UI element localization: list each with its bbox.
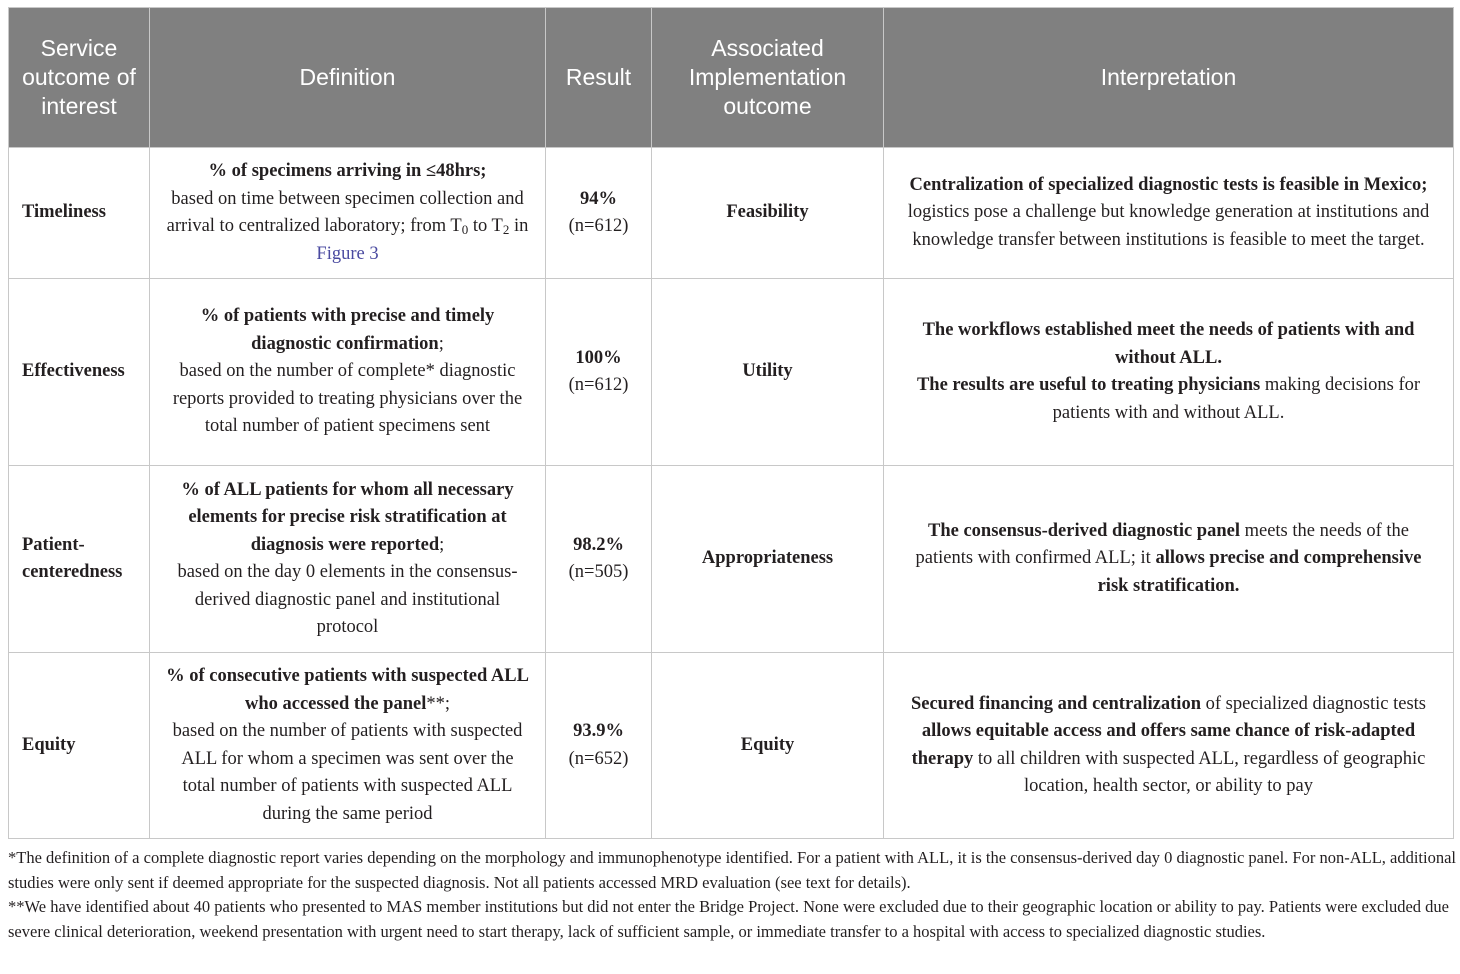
time-start-label: $T_0$ bbox=[450, 216, 469, 237]
interpretation-cell: Centralization of specialized diagnostic tests is feasible in Mexico; logistics pose a challenge but knowledge generation at institutions and knowledge transfer between institutions is feasible to meet the target. bbox=[884, 148, 1454, 279]
table-row bbox=[9, 653, 1454, 839]
definition-metric: % of patients with precise and timely diagnostic confirmation bbox=[200, 306, 495, 354]
result-n: (n=612) bbox=[568, 375, 629, 395]
outcome-cell: Effectiveness bbox=[9, 279, 150, 466]
definition-cell: % of patients with precise and timely diagnostic confirmation; based on the number of complete* diagnostic reports provided to treating physicians over the total number of patient specimens sent bbox=[150, 279, 546, 466]
implementation-cell: Feasibility bbox=[652, 148, 884, 279]
figure-3-link[interactable]: Figure 3 bbox=[316, 243, 379, 264]
header-service-outcome: Service outcome of interest bbox=[9, 8, 150, 148]
outcomes-table-container bbox=[8, 7, 1453, 839]
service-outcomes-table bbox=[8, 7, 1454, 839]
table-row bbox=[9, 466, 1454, 653]
result-n: (n=652) bbox=[568, 748, 629, 769]
result-cell bbox=[546, 653, 652, 839]
definition-metric: % of consecutive patients with suspected ALL who accessed the panel bbox=[166, 666, 529, 714]
table-row bbox=[9, 148, 1454, 279]
table-header-row bbox=[9, 8, 1454, 148]
outcome-cell: Patient-centeredness bbox=[9, 466, 150, 653]
interpretation-cell: The workflows established meet the needs of patients with and without ALL. The results are useful to treating physicians making decisions for patients with and without ALL. bbox=[884, 279, 1454, 466]
result-n: (n=505) bbox=[568, 562, 629, 582]
footnote-complete-report: *The definition of a complete diagnostic report varies depending on the morphology and immunophenotype identified. For a patient with ALL, it is the consensus-derived day 0 diagnostic panel. For non-ALL, additional studies were only sent if deemed appropriate for the suspected diagnosis. Not all patients accessed MRD evaluation (see text for details). bbox=[8, 848, 1457, 892]
definition-metric: % of ALL patients for whom all necessary elements for precise risk stratification at diagnosis were reported bbox=[181, 479, 514, 555]
interpretation-cell: Secured financing and centralization of specialized diagnostic tests allows equitable access and offers same chance of risk-adapted therapy to all children with suspected ALL, regardless of geographic location, health sector, or ability to pay bbox=[884, 653, 1454, 839]
definition-basis: based on the number of patients with suspected ALL for whom a specimen was sent over the total number of patients with suspected ALL during the same period bbox=[172, 721, 523, 824]
time-end-label: $T_2$ bbox=[491, 216, 510, 237]
definition-basis: based on the day 0 elements in the consensus-derived diagnostic panel and institutional protocol bbox=[177, 562, 518, 637]
result-n: (n=612) bbox=[568, 216, 629, 236]
interpretation-cell: The consensus-derived diagnostic panel meets the needs of the patients with confirmed ALL; it allows precise and comprehensive risk stratification. bbox=[884, 466, 1454, 653]
definition-metric: % of specimens arriving in ≤48hrs; bbox=[208, 161, 487, 181]
header-implementation-outcome: Associated Implementation outcome bbox=[652, 8, 884, 148]
table-row bbox=[9, 279, 1454, 466]
result-cell bbox=[546, 466, 652, 653]
result-cell bbox=[546, 148, 652, 279]
header-definition: Definition bbox=[150, 8, 546, 148]
result-percent: 100% bbox=[575, 347, 622, 368]
header-result: Result bbox=[546, 8, 652, 148]
table-footnotes bbox=[8, 846, 1456, 944]
implementation-cell: Appropriateness bbox=[652, 466, 884, 653]
header-interpretation: Interpretation bbox=[884, 8, 1454, 148]
definition-cell: % of specimens arriving in ≤48hrs; based on time between specimen collection and arrival to centralized laboratory; from $T_0$ to $T_2$ in Figure 3 bbox=[150, 148, 546, 279]
outcome-cell: Timeliness bbox=[9, 148, 150, 279]
implementation-cell: Equity bbox=[652, 653, 884, 839]
definition-basis: based on the number of complete* diagnostic reports provided to treating physicians over the total number of patient specimens sent bbox=[172, 361, 523, 437]
result-percent: 93.9% bbox=[573, 721, 624, 741]
result-cell bbox=[546, 279, 652, 466]
definition-basis: based on time between specimen collection and arrival to centralized laboratory; from bbox=[166, 188, 524, 236]
result-percent: 98.2% bbox=[573, 534, 624, 555]
footnote-excluded-patients: **We have identified about 40 patients who presented to MAS member institutions but did not enter the Bridge Project. None were excluded due to their geographic location or ability to pay. Patients were excluded due severe clinical deterioration, weekend presentation with urgent need to start therapy, lack of sufficient sample, or immediate transfer to a hospital with access to specialized diagnostic studies. bbox=[8, 897, 1449, 941]
outcome-cell: Equity bbox=[9, 653, 150, 839]
implementation-cell: Utility bbox=[652, 279, 884, 466]
result-percent: 94% bbox=[580, 188, 617, 209]
definition-cell: % of consecutive patients with suspected ALL who accessed the panel**; based on the number of patients with suspected ALL for whom a specimen was sent over the total number of patients with suspected ALL during the same period bbox=[150, 653, 546, 839]
definition-cell: % of ALL patients for whom all necessary elements for precise risk stratification at diagnosis were reported; based on the day 0 elements in the consensus-derived diagnostic panel and institutional protocol bbox=[150, 466, 546, 653]
